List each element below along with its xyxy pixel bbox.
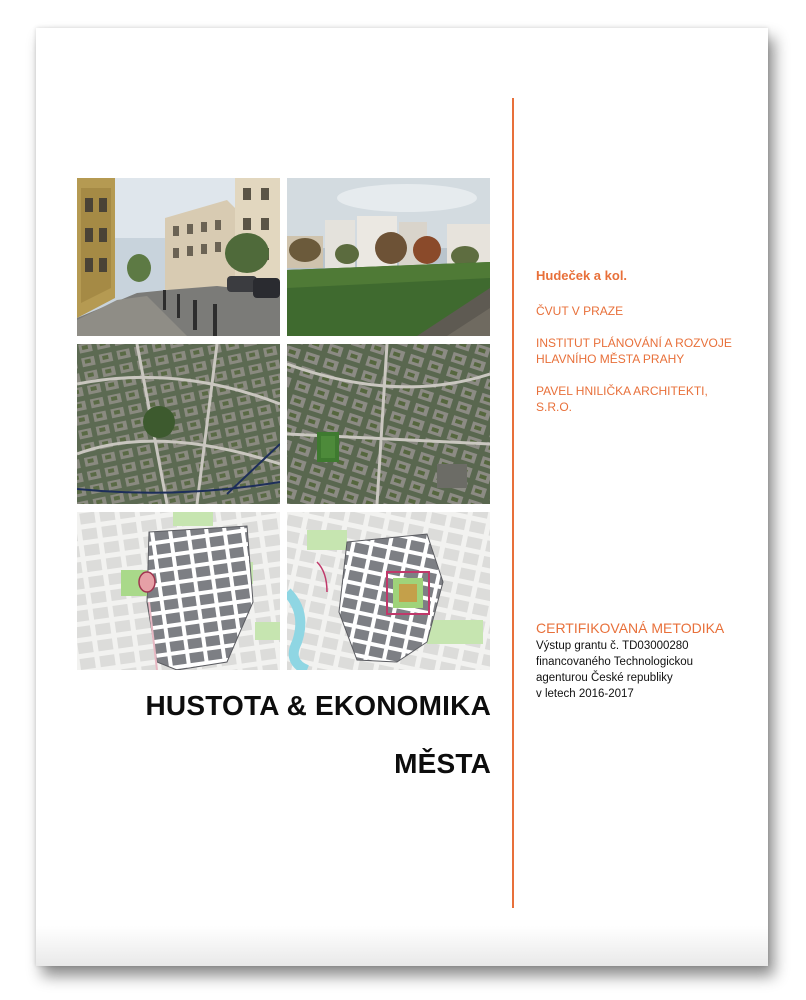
methodology-title: CERTIFIKOVANÁ METODIKA (536, 620, 725, 636)
credits-block (536, 268, 756, 431)
orange-divider (512, 98, 514, 908)
park-photo (287, 178, 490, 336)
organization-iprpraha: INSTITUT PLÁNOVÁNÍ A ROZVOJE HLAVNÍHO MĚSTA PRAHY (536, 336, 732, 366)
block-map-right (287, 512, 490, 670)
document-title-line-2: MĚSTA (394, 748, 491, 779)
street-photo (77, 178, 280, 336)
methodology-block (536, 620, 756, 702)
block-map-left (77, 512, 280, 670)
aerial-photo-right (287, 344, 490, 504)
document-title-line-1: HUSTOTA & EKONOMIKA (145, 690, 491, 721)
methodology-description: Výstup grantu č. TD03000280 financovaného Technologickou agenturou České republiky v letech 2016-2017 (536, 640, 694, 700)
author-name: Hudeček a kol. (536, 268, 628, 283)
organization-hnilicka: PAVEL HNILIČKA ARCHITEKTI, S.R.O. (536, 384, 708, 414)
cover-page (36, 28, 768, 966)
aerial-photo-left (77, 344, 280, 504)
organization-cvut: ČVUT V PRAZE (536, 304, 624, 318)
